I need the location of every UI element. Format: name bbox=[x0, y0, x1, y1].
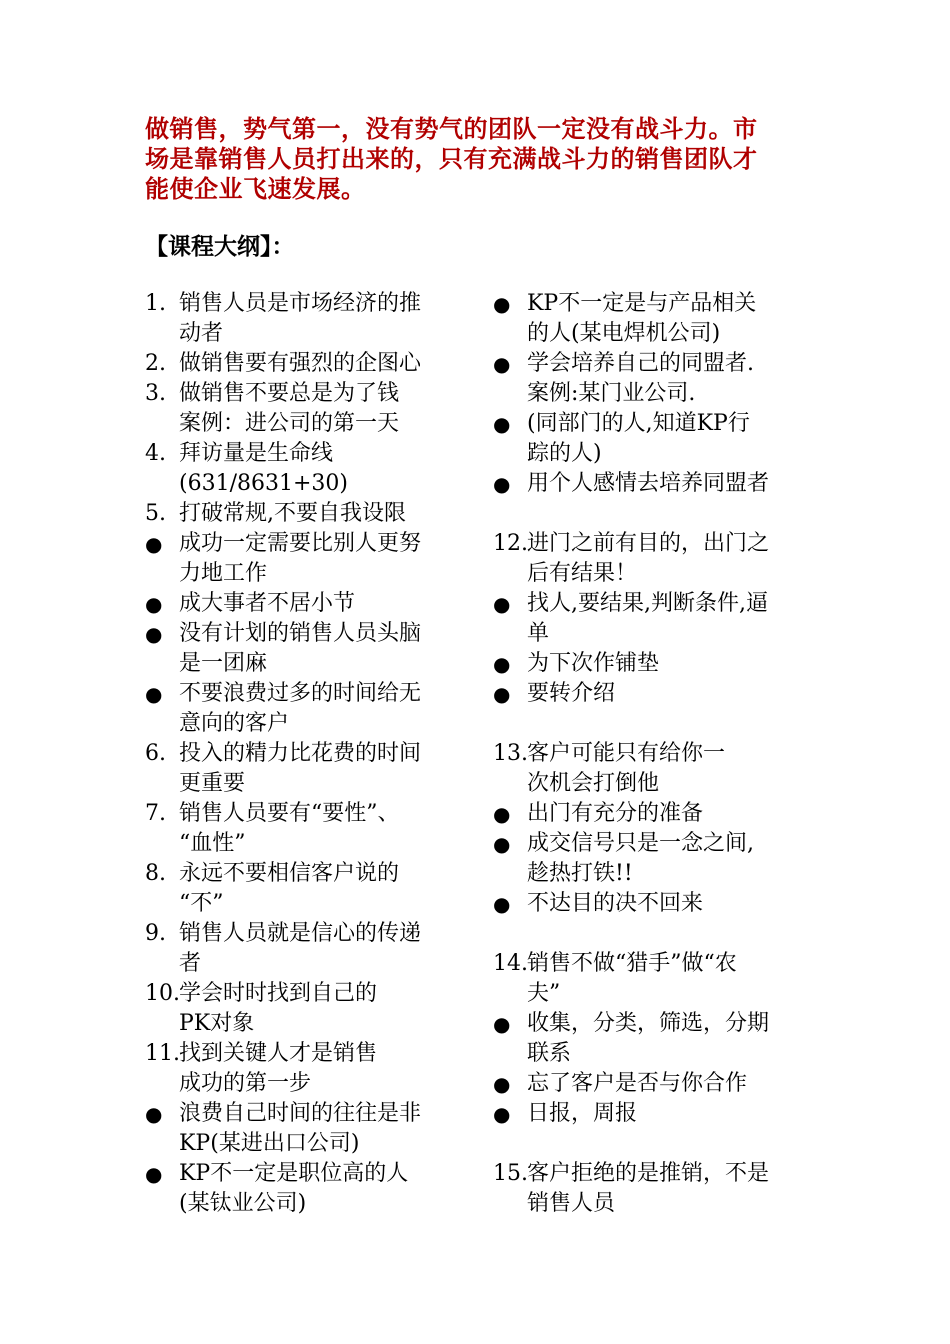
number-marker: 3. bbox=[145, 381, 166, 406]
outline-item bbox=[493, 949, 823, 1009]
outline-item bbox=[145, 979, 475, 1039]
bullet-marker: ● bbox=[493, 682, 511, 706]
outline-item-text: 找到关键人才是销售 bbox=[179, 1041, 378, 1066]
bullet-marker: ● bbox=[493, 292, 511, 316]
intro-line: 能使企业飞速发展。 bbox=[145, 174, 366, 203]
bullet-marker: ● bbox=[145, 592, 163, 616]
outline-item-text: 不达目的决不回来 bbox=[527, 891, 704, 916]
outline-item-text: 更重要 bbox=[179, 771, 246, 796]
outline-item bbox=[493, 469, 823, 499]
outline-item-text: 销售不做“猎手”做“农 bbox=[527, 951, 737, 976]
outline-item-text: 客户拒绝的是推销，不是 bbox=[527, 1161, 770, 1186]
number-marker: 9. bbox=[145, 921, 166, 946]
outline-item bbox=[493, 1159, 823, 1219]
number-marker: 5. bbox=[145, 501, 166, 526]
outline-item-text: 销售人员就是信心的传递 bbox=[179, 921, 422, 946]
outline-item bbox=[493, 889, 823, 919]
outline-item bbox=[145, 799, 475, 859]
outline-item-text: 找人,要结果,判断条件,逼 bbox=[527, 591, 768, 616]
outline-item-text: 为下次作铺垫 bbox=[527, 651, 660, 676]
outline-item-text: 是一团麻 bbox=[179, 651, 268, 676]
outline-item-text: (同部门的人,知道KP行 bbox=[527, 411, 750, 436]
bullet-marker: ● bbox=[493, 802, 511, 826]
outline-item bbox=[145, 1099, 475, 1159]
outline-item-text: KP不一定是与产品相关 bbox=[527, 291, 757, 316]
number-marker: 7. bbox=[145, 801, 166, 826]
bullet-marker: ● bbox=[145, 622, 163, 646]
number-marker: 12. bbox=[493, 531, 528, 556]
outline-item-text: 意向的客户 bbox=[179, 711, 290, 736]
outline-item-text: 做销售要有强烈的企图心 bbox=[179, 351, 422, 376]
course-outline-heading: 【课程大纲】： bbox=[145, 233, 295, 260]
outline-item bbox=[145, 739, 475, 799]
outline-item bbox=[145, 1039, 475, 1099]
outline-item-text: 打破常规,不要自我设限 bbox=[179, 501, 406, 526]
outline-item bbox=[493, 409, 823, 469]
outline-item bbox=[145, 349, 475, 379]
outline-item-text: 没有计划的销售人员头脑 bbox=[179, 621, 422, 646]
number-marker: 1. bbox=[145, 291, 166, 316]
outline-item bbox=[145, 439, 475, 499]
number-marker: 10. bbox=[145, 981, 180, 1006]
outline-item-text: 单 bbox=[527, 621, 550, 646]
number-marker: 11. bbox=[145, 1041, 180, 1066]
bullet-marker: ● bbox=[493, 1072, 511, 1096]
outline-item-text: 销售人员要有“要性”、 bbox=[179, 801, 400, 826]
outline-item bbox=[493, 349, 823, 409]
bullet-marker: ● bbox=[145, 1102, 163, 1126]
outline-item-text: “血性” bbox=[179, 831, 246, 856]
outline-item-text: 忘了客户是否与你合作 bbox=[527, 1071, 748, 1096]
outline-item-text: 联系 bbox=[527, 1041, 572, 1066]
outline-right-column bbox=[493, 289, 823, 1219]
outline-item-text: 力地工作 bbox=[179, 561, 268, 586]
outline-item-text: “不” bbox=[179, 891, 224, 916]
outline-item bbox=[493, 589, 823, 649]
outline-left-column bbox=[145, 289, 475, 1219]
outline-item bbox=[145, 679, 475, 739]
outline-item bbox=[493, 829, 823, 889]
intro-line: 场是靠销售人员打出来的，只有充满战斗力的销售团队才 bbox=[145, 144, 758, 173]
outline-item bbox=[493, 529, 823, 589]
outline-item-text: 案例：进公司的第一天 bbox=[179, 411, 400, 436]
outline-item-text: 学会培养自己的同盟者. bbox=[527, 351, 754, 376]
outline-item-text: 用个人感情去培养同盟者 bbox=[527, 471, 770, 496]
outline-item-text: (某钛业公司) bbox=[179, 1191, 307, 1216]
outline-item-text: 要转介绍 bbox=[527, 681, 616, 706]
outline-item bbox=[145, 529, 475, 589]
outline-item-text: 案例:某门业公司. bbox=[527, 381, 696, 406]
outline-item-text: (631/8631+30) bbox=[179, 471, 348, 496]
bullet-marker: ● bbox=[493, 832, 511, 856]
intro-line: 做销售，势气第一，没有势气的团队一定没有战斗力。市 bbox=[145, 114, 758, 143]
bullet-marker: ● bbox=[145, 1162, 163, 1186]
outline-item-text: 成大事者不居小节 bbox=[179, 591, 356, 616]
outline-item-text: 永远不要相信客户说的 bbox=[179, 861, 400, 886]
outline-item-text: 者 bbox=[179, 951, 202, 976]
outline-item-text: 学会时时找到自己的 bbox=[179, 981, 378, 1006]
number-marker: 4. bbox=[145, 441, 166, 466]
outline-item-text: 拜访量是生命线 bbox=[179, 441, 334, 466]
outline-item bbox=[145, 499, 475, 529]
outline-item bbox=[493, 679, 823, 709]
bullet-marker: ● bbox=[493, 472, 511, 496]
bullet-marker: ● bbox=[145, 682, 163, 706]
outline-item bbox=[145, 589, 475, 619]
number-marker: 13. bbox=[493, 741, 528, 766]
outline-item-text: 日报，周报 bbox=[527, 1101, 638, 1126]
outline-item-text: 客户可能只有给你一 bbox=[527, 741, 726, 766]
outline-item bbox=[145, 379, 475, 439]
bullet-marker: ● bbox=[145, 532, 163, 556]
outline-item-text: 进门之前有目的，出门之 bbox=[527, 531, 770, 556]
outline-item-text: 出门有充分的准备 bbox=[527, 801, 704, 826]
outline-item-text: 趁热打铁!! bbox=[527, 861, 633, 886]
outline-item-text: 投入的精力比花费的时间 bbox=[179, 741, 422, 766]
outline-item-text: 浪费自己时间的往往是非 bbox=[179, 1101, 422, 1126]
outline-item-text: 收集，分类，筛选，分期 bbox=[527, 1011, 770, 1036]
outline-item bbox=[493, 289, 823, 349]
outline-item-text: 次机会打倒他 bbox=[527, 771, 660, 796]
bullet-marker: ● bbox=[493, 412, 511, 436]
outline-item-text: PK对象 bbox=[179, 1011, 255, 1036]
outline-item bbox=[145, 919, 475, 979]
outline-item-text: 销售人员是市场经济的推 bbox=[179, 291, 422, 316]
outline-item-text: 踪的人) bbox=[527, 441, 602, 466]
outline-item-text: 成交信号只是一念之间, bbox=[527, 831, 754, 856]
outline-item bbox=[493, 649, 823, 679]
bullet-marker: ● bbox=[493, 1102, 511, 1126]
number-marker: 6. bbox=[145, 741, 166, 766]
outline-item-text: 不要浪费过多的时间给无 bbox=[179, 681, 422, 706]
outline-item-text: 后有结果！ bbox=[527, 561, 638, 586]
outline-item bbox=[145, 289, 475, 349]
outline-item-text: KP(某进出口公司) bbox=[179, 1131, 360, 1156]
outline-item-text: 成功一定需要比别人更努 bbox=[179, 531, 422, 556]
outline-item-text: 做销售不要总是为了钱 bbox=[179, 381, 400, 406]
bullet-marker: ● bbox=[493, 1012, 511, 1036]
outline-item bbox=[145, 619, 475, 679]
outline-item bbox=[493, 1009, 823, 1069]
outline-item bbox=[493, 739, 823, 799]
bullet-marker: ● bbox=[493, 892, 511, 916]
outline-item-text: 的人(某电焊机公司) bbox=[527, 321, 721, 346]
number-marker: 15. bbox=[493, 1161, 528, 1186]
bullet-marker: ● bbox=[493, 592, 511, 616]
number-marker: 14. bbox=[493, 951, 528, 976]
intro-paragraph bbox=[145, 114, 815, 204]
outline-item-text: 夫” bbox=[527, 981, 561, 1006]
outline-item-text: KP不一定是职位高的人 bbox=[179, 1161, 409, 1186]
outline-item bbox=[493, 799, 823, 829]
outline-item bbox=[145, 859, 475, 919]
outline-item-text: 动者 bbox=[179, 321, 224, 346]
outline-item-text: 销售人员 bbox=[527, 1191, 616, 1216]
bullet-marker: ● bbox=[493, 352, 511, 376]
outline-item-text: 成功的第一步 bbox=[179, 1071, 312, 1096]
outline-item bbox=[493, 1099, 823, 1129]
outline-item bbox=[493, 1069, 823, 1099]
bullet-marker: ● bbox=[493, 652, 511, 676]
number-marker: 2. bbox=[145, 351, 166, 376]
outline-item bbox=[145, 1159, 475, 1219]
number-marker: 8. bbox=[145, 861, 166, 886]
